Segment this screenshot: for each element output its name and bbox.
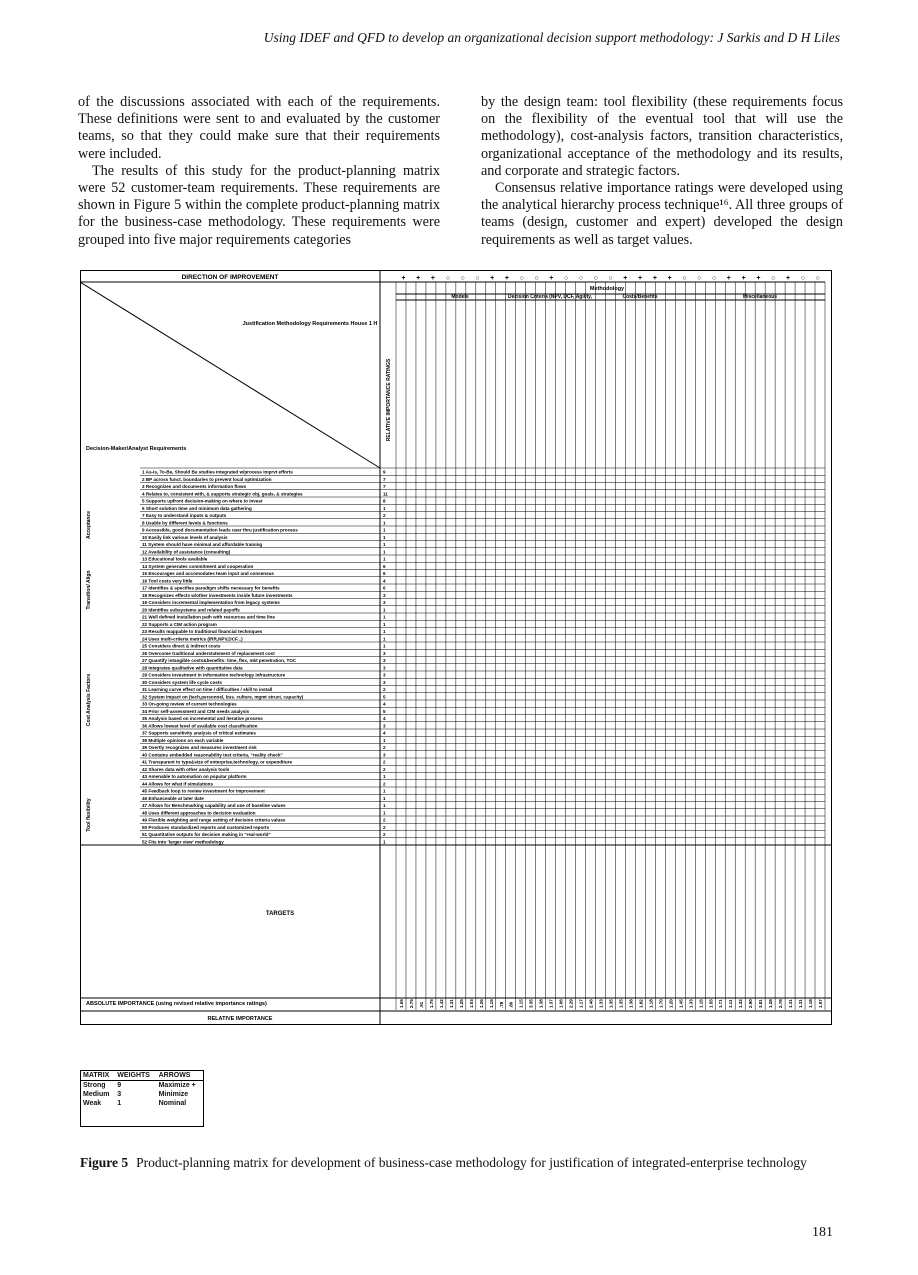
right-text-column bbox=[481, 94, 843, 249]
direction-symbol: ○ bbox=[800, 275, 805, 282]
importance-value: 2 bbox=[383, 687, 386, 692]
absolute-importance-value: 1.33 bbox=[688, 999, 694, 1008]
absolute-importance-values bbox=[399, 999, 823, 1008]
requirement-label: 45 Feedback loop to review investment for improvement bbox=[142, 788, 265, 794]
absolute-importance-value: 1.25 bbox=[458, 999, 464, 1008]
importance-value: 11 bbox=[383, 491, 388, 497]
importance-value: 3 bbox=[383, 658, 386, 663]
importance-value: 3 bbox=[383, 752, 386, 758]
requirement-label: 2 BP across funct. boundaries to prevent local optimization bbox=[142, 476, 272, 482]
importance-value: 1 bbox=[383, 505, 386, 511]
requirement-label: 14 System generates commitment and cooperation bbox=[142, 563, 254, 569]
importance-value: 5 bbox=[383, 708, 386, 714]
requirement-label: 25 Considers direct & indirect costs bbox=[142, 643, 221, 649]
absolute-importance-value: 1.28 bbox=[768, 999, 774, 1008]
legend-strong-weight: 9 bbox=[117, 1082, 122, 1089]
direction-symbol: + bbox=[652, 275, 657, 282]
requirement-label: 9 Accessible, good documentation leads user thru justification process bbox=[142, 527, 298, 533]
importance-value: 9 bbox=[383, 469, 386, 475]
left-paragraph-2: The results of this study for the product-planning matrix were 52 customer-team requirements. These requirements are shown in Figure 5 within the complete product-planning matrix for the business-case methodology. These requirements were grouped into five major requirements categories bbox=[78, 162, 440, 248]
importance-value: 1 bbox=[383, 621, 386, 627]
category-label: Acceptance bbox=[86, 510, 92, 540]
absolute-importance-value: 1.31 bbox=[448, 999, 454, 1008]
requirement-label: 37 Supports sensitivity analysis of critical estimates bbox=[142, 730, 256, 736]
right-paragraph-2: Consensus relative importance ratings were developed using the analytical hierarchy process technique¹⁶. All three groups of teams (design, customer and expert) developed the design requirements as well as target values. bbox=[481, 180, 843, 248]
importance-value: 6 bbox=[383, 563, 386, 569]
category-label: Cost Analysis Factors bbox=[86, 673, 92, 727]
direction-symbol: + bbox=[741, 275, 746, 282]
importance-value: 1 bbox=[383, 788, 386, 794]
product-planning-matrix-figure bbox=[80, 270, 832, 1025]
requirement-label: 35 Analysis based on incremental and iterative process bbox=[142, 716, 263, 721]
importance-value: 5 bbox=[383, 694, 386, 700]
caption-label: Figure 5 bbox=[80, 1155, 129, 1170]
legend-medium-arrow: Minimize bbox=[158, 1091, 189, 1098]
requirement-label: 21 Well defined installation path with resources and time line bbox=[142, 614, 275, 620]
importance-value: 3 bbox=[383, 679, 386, 685]
absolute-importance-value: 1.33 bbox=[598, 999, 604, 1008]
direction-symbol: ○ bbox=[815, 275, 820, 282]
column-group-label: Decision Criteria (NPV, DCF, Agility, bbox=[507, 294, 593, 300]
importance-value: 3 bbox=[383, 665, 386, 671]
absolute-importance-value: 1.38 bbox=[628, 999, 634, 1008]
absolute-importance-value: 1.18 bbox=[648, 999, 654, 1008]
requirement-label: 42 Shares data with other analysis tools bbox=[142, 766, 230, 772]
direction-symbol: + bbox=[726, 275, 731, 282]
importance-value: 1 bbox=[383, 636, 386, 642]
legend-medium-weight: 3 bbox=[117, 1091, 122, 1098]
methodology-label: Methodology bbox=[589, 286, 625, 292]
absolute-importance-value: 1.32 bbox=[738, 999, 744, 1008]
requirement-label: 29 Considers investment in information technology infrastructure bbox=[142, 672, 286, 678]
importance-value: 1 bbox=[383, 520, 386, 526]
legend-matrix-header: MATRIX bbox=[81, 1071, 115, 1081]
importance-value: 1 bbox=[383, 629, 386, 634]
absolute-importance-value: 1.31 bbox=[798, 999, 804, 1008]
requirement-label: 18 Recognizes effects w/other investments inside future investments bbox=[142, 592, 293, 598]
requirement-label: 40 Contains embedded reasonability test criteria, "reality check" bbox=[142, 752, 283, 758]
absolute-importance-value: 3.35 bbox=[528, 999, 534, 1008]
requirement-label: 28 Integrates qualitative with quantitative data bbox=[142, 665, 243, 671]
direction-symbol: ○ bbox=[593, 275, 598, 282]
column-group-label: Models bbox=[451, 294, 469, 300]
importance-value: 4 bbox=[383, 701, 386, 707]
absolute-importance-value: 1.35 bbox=[608, 999, 614, 1008]
importance-value: 6 bbox=[383, 585, 386, 591]
direction-symbol: + bbox=[785, 275, 791, 282]
direction-symbol: + bbox=[490, 275, 495, 282]
requirement-label: 34 Prior self-assessment and CIM needs analysis bbox=[142, 708, 250, 714]
absolute-importance-value: 1.55 bbox=[708, 999, 714, 1008]
column-group-label: Costs/Benefits bbox=[622, 294, 658, 300]
legend-row-medium bbox=[81, 1090, 203, 1099]
requirement-label: 8 Usable by different levels & functions bbox=[142, 520, 228, 526]
direction-symbol: + bbox=[430, 275, 436, 282]
requirement-label: 39 Overtly recognizes and measures investment risk bbox=[142, 745, 257, 750]
requirement-label: 7 Easy to understand inputs & outputs bbox=[142, 513, 227, 518]
direction-symbol: + bbox=[756, 275, 761, 282]
absolute-importance-value: 1.16 bbox=[698, 999, 704, 1008]
column-group-labels bbox=[451, 294, 777, 300]
requirement-label: 41 Transparent to type&size of enterprise,technology, or expenditure bbox=[142, 759, 293, 765]
requirement-label: 49 Flexible weighting and range setting of decision criteria values bbox=[142, 817, 286, 823]
absolute-importance-value: 1.37 bbox=[548, 999, 554, 1008]
requirement-label: 27 Quantify intangible costs&benefits: time, flex, mkt penetration, TOC bbox=[142, 658, 297, 663]
legend-weak-label: Weak bbox=[83, 1100, 102, 1107]
legend-weak-arrow: Nominal bbox=[158, 1100, 187, 1107]
column-group-label: Miscellaneous bbox=[742, 294, 778, 300]
importance-value: 1 bbox=[383, 810, 386, 816]
importance-value: 1 bbox=[383, 774, 386, 779]
direction-symbols bbox=[401, 275, 819, 282]
absolute-importance-value: 2.78 bbox=[778, 999, 784, 1008]
absolute-importance-value: 1.71 bbox=[718, 999, 724, 1008]
requirement-label: 10 Easily link various levels of analysis bbox=[142, 534, 228, 540]
right-paragraph-1: by the design team: tool flexibility (these requirements focus on the flexibility of the eventual tool that will use the methodology), cost-analysis factors, transition characteristics, organizational acceptance of the methodology and its results, and corporate and strategic factors. bbox=[481, 94, 843, 179]
absolute-importance-value: .80 bbox=[508, 1001, 514, 1008]
importance-value: 4 bbox=[383, 716, 386, 721]
requirement-label: 36 Allows lowest level of available cost classification bbox=[142, 723, 258, 729]
absolute-importance-value: 1.35 bbox=[618, 999, 624, 1008]
importance-value: 1 bbox=[383, 534, 386, 540]
importance-value: 1 bbox=[383, 643, 386, 649]
legend-medium-label: Medium bbox=[83, 1091, 110, 1098]
absolute-importance-value: 1.82 bbox=[638, 999, 644, 1008]
importance-value: 2 bbox=[383, 824, 386, 830]
importance-value: 2 bbox=[383, 745, 386, 750]
targets-label: TARGETS bbox=[265, 911, 295, 917]
importance-value: 3 bbox=[383, 650, 386, 656]
absolute-importance-value: 1.18 bbox=[808, 999, 814, 1008]
importance-value: 2 bbox=[383, 817, 386, 823]
requirement-label: 23 Results mappable to traditional financial techniques bbox=[142, 629, 263, 634]
importance-value: 1 bbox=[383, 556, 386, 562]
absolute-importance-value: 2.75 bbox=[408, 999, 414, 1008]
house-title: Justification Methodology Requirements House 1 H bbox=[242, 321, 378, 327]
direction-symbol: + bbox=[416, 275, 421, 282]
importance-value: 6 bbox=[383, 571, 386, 576]
importance-value: 3 bbox=[383, 592, 386, 598]
direction-symbol: ○ bbox=[445, 275, 450, 282]
requirement-label: 50 Produces standardized reports and customized reports bbox=[142, 824, 270, 830]
direction-symbol: ○ bbox=[771, 275, 776, 282]
direction-symbol: + bbox=[623, 275, 628, 282]
importance-value: 7 bbox=[383, 476, 386, 482]
requirement-label: 46 Enhanceable at later date bbox=[142, 795, 204, 801]
requirement-label: 4 Relates to, consistent with, & supports strategic obj, goals, & strategies bbox=[142, 491, 303, 497]
importance-value: 1 bbox=[383, 542, 386, 547]
direction-symbol: ○ bbox=[534, 275, 539, 282]
absolute-importance-value: 1.15 bbox=[488, 999, 494, 1008]
importance-value: 1 bbox=[383, 737, 386, 743]
requirement-rows bbox=[142, 470, 388, 845]
requirement-label: 47 Allows for Benchmarking capability and use of baseline values bbox=[142, 803, 286, 808]
requirement-label: 13 Educational tools available bbox=[142, 556, 208, 562]
legend-strong-label: Strong bbox=[83, 1082, 106, 1089]
legend-weak-weight: 1 bbox=[117, 1100, 122, 1107]
absolute-importance-value: 2.90 bbox=[748, 999, 754, 1008]
absolute-importance-value: 1.26 bbox=[478, 999, 484, 1008]
importance-value: 2 bbox=[383, 766, 386, 772]
requirement-label: 31 Learning curve effect on time / difficulties / skill to install bbox=[142, 687, 273, 692]
importance-value: 1 bbox=[383, 795, 386, 801]
category-label: Transition/ Align bbox=[86, 570, 92, 610]
absolute-importance-value: 1.57 bbox=[818, 999, 824, 1008]
requirement-label: 11 System should have minimal and affordable training bbox=[142, 542, 263, 547]
absolute-importance-value: .91 bbox=[418, 1001, 424, 1008]
requirement-label: 51 Quantitative outputs for decision making in "real-world" bbox=[142, 832, 271, 837]
importance-value: 2 bbox=[383, 513, 386, 518]
requirement-label: 12 Availability of assistance (consulting) bbox=[142, 549, 231, 555]
direction-symbol: ○ bbox=[578, 275, 584, 282]
absolute-importance-value: 2.46 bbox=[588, 999, 594, 1008]
requirement-label: 43 Amenable to automation on popular platform bbox=[142, 774, 247, 779]
absolute-importance-value: 1.31 bbox=[788, 999, 794, 1008]
requirement-label: 24 Uses multi-criteria metrics (IRR,NPV,DCF...) bbox=[142, 636, 243, 642]
absolute-importance-value: 1.45 bbox=[678, 999, 684, 1008]
requirement-label: 19 Considers incremental implementation from legacy systems bbox=[142, 600, 280, 605]
requirement-label: 26 Overcome traditional understatement of replacement cost bbox=[142, 650, 275, 656]
requirement-label: 20 Identifies subsystems and related payoffs bbox=[142, 607, 240, 613]
importance-value: 1 bbox=[383, 839, 386, 845]
absolute-importance-value: 1.06 bbox=[558, 999, 564, 1008]
direction-symbol: ○ bbox=[608, 275, 613, 282]
corner-diagonal bbox=[80, 282, 380, 468]
category-labels bbox=[86, 511, 92, 832]
importance-value: 1 bbox=[383, 549, 386, 555]
page-number: 181 bbox=[812, 1225, 833, 1240]
matrix-legend bbox=[80, 1070, 204, 1127]
left-paragraph-1: of the discussions associated with each of the requirements. These definitions were sent to and evaluated by the customer teams, so that they could make sure that their requirements were included. bbox=[78, 94, 440, 162]
importance-value: 4 bbox=[383, 578, 386, 584]
absolute-importance-value: 2.29 bbox=[568, 999, 574, 1008]
legend-row-strong bbox=[81, 1081, 203, 1091]
requirement-label: 30 Considers system life cycle costs bbox=[142, 679, 222, 685]
left-text-column bbox=[78, 94, 440, 249]
direction-symbol: + bbox=[667, 275, 672, 282]
importance-column-label: RELATIVE IMPORTANCE RATINGS bbox=[386, 358, 392, 442]
direction-symbol: ○ bbox=[519, 275, 524, 282]
requirement-label: 33 On-going review of current technologies bbox=[142, 701, 237, 707]
direction-symbol: ○ bbox=[564, 275, 569, 282]
direction-symbol: ○ bbox=[460, 275, 465, 282]
direction-symbol: + bbox=[549, 275, 554, 282]
legend-row-weak bbox=[81, 1099, 203, 1108]
direction-symbol: ○ bbox=[475, 275, 480, 282]
requirement-label: 3 Recognizes and documents information flows bbox=[142, 484, 247, 489]
absolute-importance-label: ABSOLUTE IMPORTANCE (using revised relative importance ratings) bbox=[86, 1001, 267, 1007]
requirement-label: 15 Encourages and accomodates team input and consensus bbox=[142, 571, 274, 576]
requirement-label: 6 Short solution time and minimum data gathering bbox=[142, 505, 252, 511]
importance-value: 3 bbox=[383, 600, 386, 605]
row-axis-label: Decision-Maker/Analyst Requirements bbox=[86, 446, 187, 452]
importance-value: 1 bbox=[383, 614, 386, 620]
absolute-importance-value: 1.11 bbox=[728, 999, 734, 1008]
absolute-importance-value: 1.65 bbox=[398, 999, 404, 1008]
absolute-importance-value: 1.38 bbox=[538, 999, 544, 1008]
importance-value: 1 bbox=[383, 607, 386, 613]
direction-symbol: ○ bbox=[682, 275, 687, 282]
relative-importance-label: RELATIVE IMPORTANCE bbox=[207, 1016, 273, 1022]
requirement-label: 38 Multiple opinions on each variable bbox=[142, 737, 224, 743]
requirement-label: 17 Identifies & specifies paradigm shifts necessary for benefits bbox=[142, 585, 280, 591]
importance-value: 2 bbox=[383, 781, 386, 787]
direction-symbol: + bbox=[401, 275, 406, 282]
legend-weights-header: WEIGHTS bbox=[115, 1071, 156, 1081]
caption-text: Product-planning matrix for development of business-case methodology for justification of integrated-enterprise technology bbox=[136, 1155, 807, 1170]
absolute-importance-value: 1.03 bbox=[468, 999, 474, 1008]
direction-symbol: + bbox=[504, 275, 509, 282]
importance-value: 8 bbox=[383, 498, 386, 504]
direction-symbol: + bbox=[638, 275, 643, 282]
direction-label: DIRECTION OF IMPROVEMENT bbox=[181, 274, 279, 281]
absolute-importance-value: .78 bbox=[498, 1001, 504, 1008]
requirement-label: 48 Uses different approaches to decision evaluation bbox=[142, 810, 256, 816]
absolute-importance-value: 3.81 bbox=[758, 999, 764, 1008]
absolute-importance-value: 1.20 bbox=[668, 999, 674, 1008]
importance-value: 1 bbox=[383, 803, 386, 808]
figure-caption bbox=[80, 1155, 840, 1171]
absolute-importance-value: 1.42 bbox=[438, 999, 444, 1008]
legend-arrows-header: ARROWS bbox=[157, 1071, 203, 1081]
absolute-importance-value: 1.17 bbox=[578, 999, 584, 1008]
absolute-importance-value: 1.15 bbox=[518, 999, 524, 1008]
importance-value: 3 bbox=[383, 723, 386, 729]
requirement-label: 52 Fits into 'larger view' methodology bbox=[142, 839, 224, 845]
direction-symbol: ○ bbox=[711, 275, 717, 282]
absolute-importance-value: 1.75 bbox=[428, 999, 434, 1008]
requirement-label: 44 Allows for what if simulations bbox=[142, 781, 214, 787]
category-label: Tool flexibility bbox=[86, 798, 92, 832]
importance-value: 2 bbox=[383, 759, 386, 765]
importance-value: 7 bbox=[383, 484, 386, 489]
requirement-label: 1 As-Is, To-Be, Should Be studies integrated w/process imprvt efforts bbox=[142, 469, 293, 475]
direction-symbol: ○ bbox=[697, 275, 702, 282]
requirement-label: 16 Tool costs very little bbox=[142, 578, 193, 584]
requirement-label: 5 Supports upfront decision-making on where to invest bbox=[142, 498, 263, 504]
importance-value: 4 bbox=[383, 730, 386, 736]
importance-value: 2 bbox=[383, 832, 386, 837]
absolute-importance-value: 1.70 bbox=[658, 999, 664, 1008]
requirement-label: 22 Supports a CIM action program bbox=[142, 621, 217, 627]
legend-strong-arrow: Maximize + bbox=[158, 1082, 196, 1089]
importance-value: 3 bbox=[383, 672, 386, 678]
running-header: Using IDEF and QFD to develop an organizational decision support methodology: J Sarkis and D H Liles bbox=[263, 30, 840, 45]
requirement-label: 32 System impact on (tech,personnel, bus. culture, mgmt struct, capacity) bbox=[142, 694, 304, 700]
importance-value: 1 bbox=[383, 527, 386, 533]
